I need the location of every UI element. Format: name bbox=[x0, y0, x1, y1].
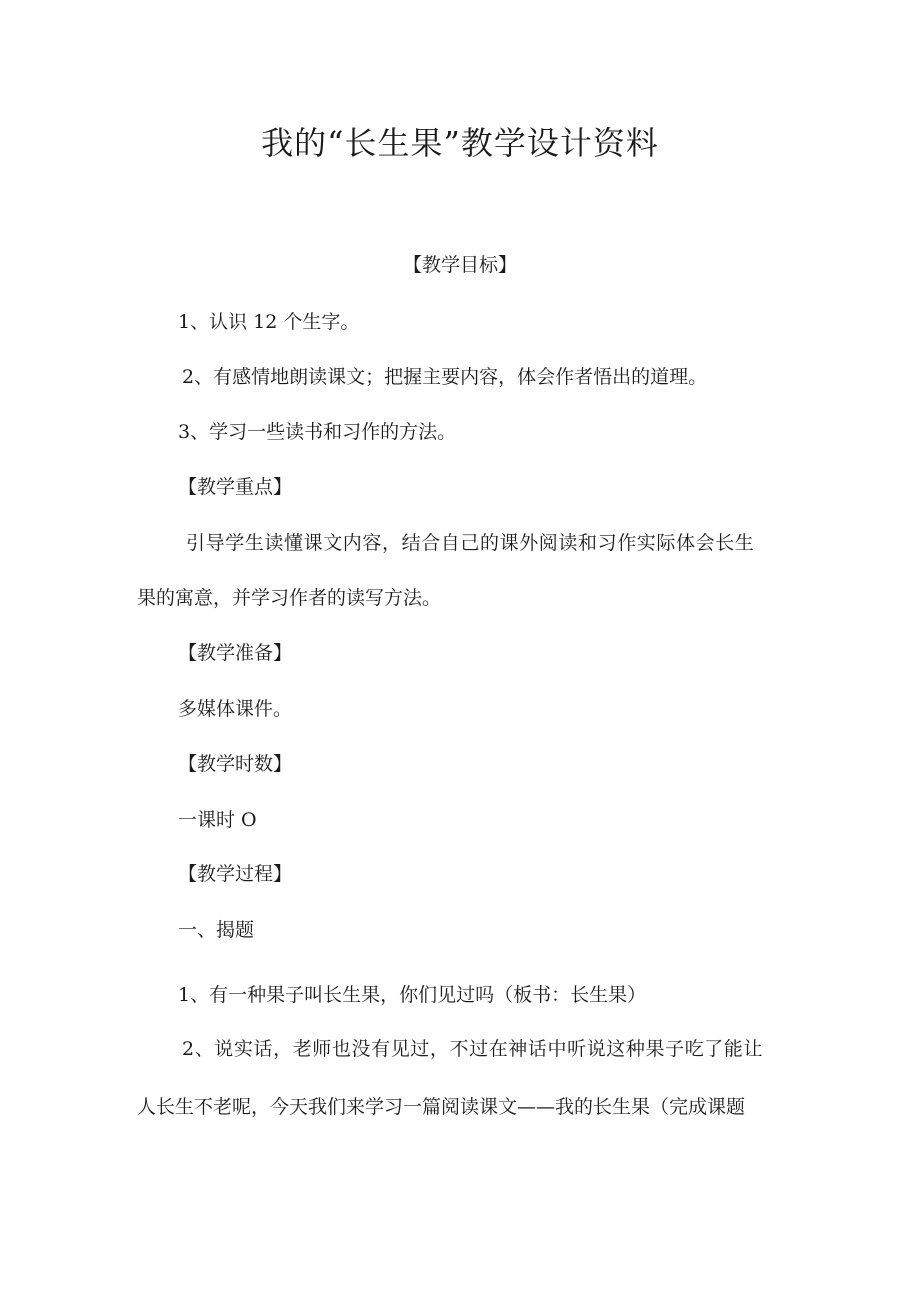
hours-heading: 【教学时数】 bbox=[178, 753, 293, 775]
prep-heading: 【教学准备】 bbox=[178, 642, 293, 664]
goal-item-1: 1、认识 12 个生字。 bbox=[178, 311, 360, 333]
focus-text-line-2: 果的寓意，并学习作者的读写方法。 bbox=[137, 587, 442, 609]
goal-item-3: 3、学习一些读书和习作的方法。 bbox=[178, 421, 457, 443]
goal-item-2: 2、有感情地朗读课文；把握主要内容，体会作者悟出的道理。 bbox=[182, 366, 708, 388]
step-1-heading: 一、揭题 bbox=[178, 919, 255, 941]
focus-heading: 【教学重点】 bbox=[178, 476, 293, 498]
step-1-item-2-line-2: 人长生不老呢，今天我们来学习一篇阅读课文——我的长生果（完成课题 bbox=[137, 1096, 746, 1118]
prep-text: 多媒体课件。 bbox=[178, 698, 293, 720]
focus-text-line-1: 引导学生读懂课文内容，结合自己的课外阅读和习作实际体会长生 bbox=[186, 532, 755, 554]
step-1-item-2-line-1: 2、说实话，老师也没有见过，不过在神话中听说这种果子吃了能让 bbox=[182, 1038, 764, 1060]
step-1-item-1: 1、有一种果子叫长生果，你们见过吗（板书：长生果） bbox=[178, 984, 647, 1006]
goals-heading: 【教学目标】 bbox=[402, 254, 517, 276]
hours-text: 一课时 O bbox=[178, 809, 257, 831]
process-heading: 【教学过程】 bbox=[178, 863, 293, 885]
document-title: 我的“长生果”教学设计资料 bbox=[261, 124, 659, 162]
